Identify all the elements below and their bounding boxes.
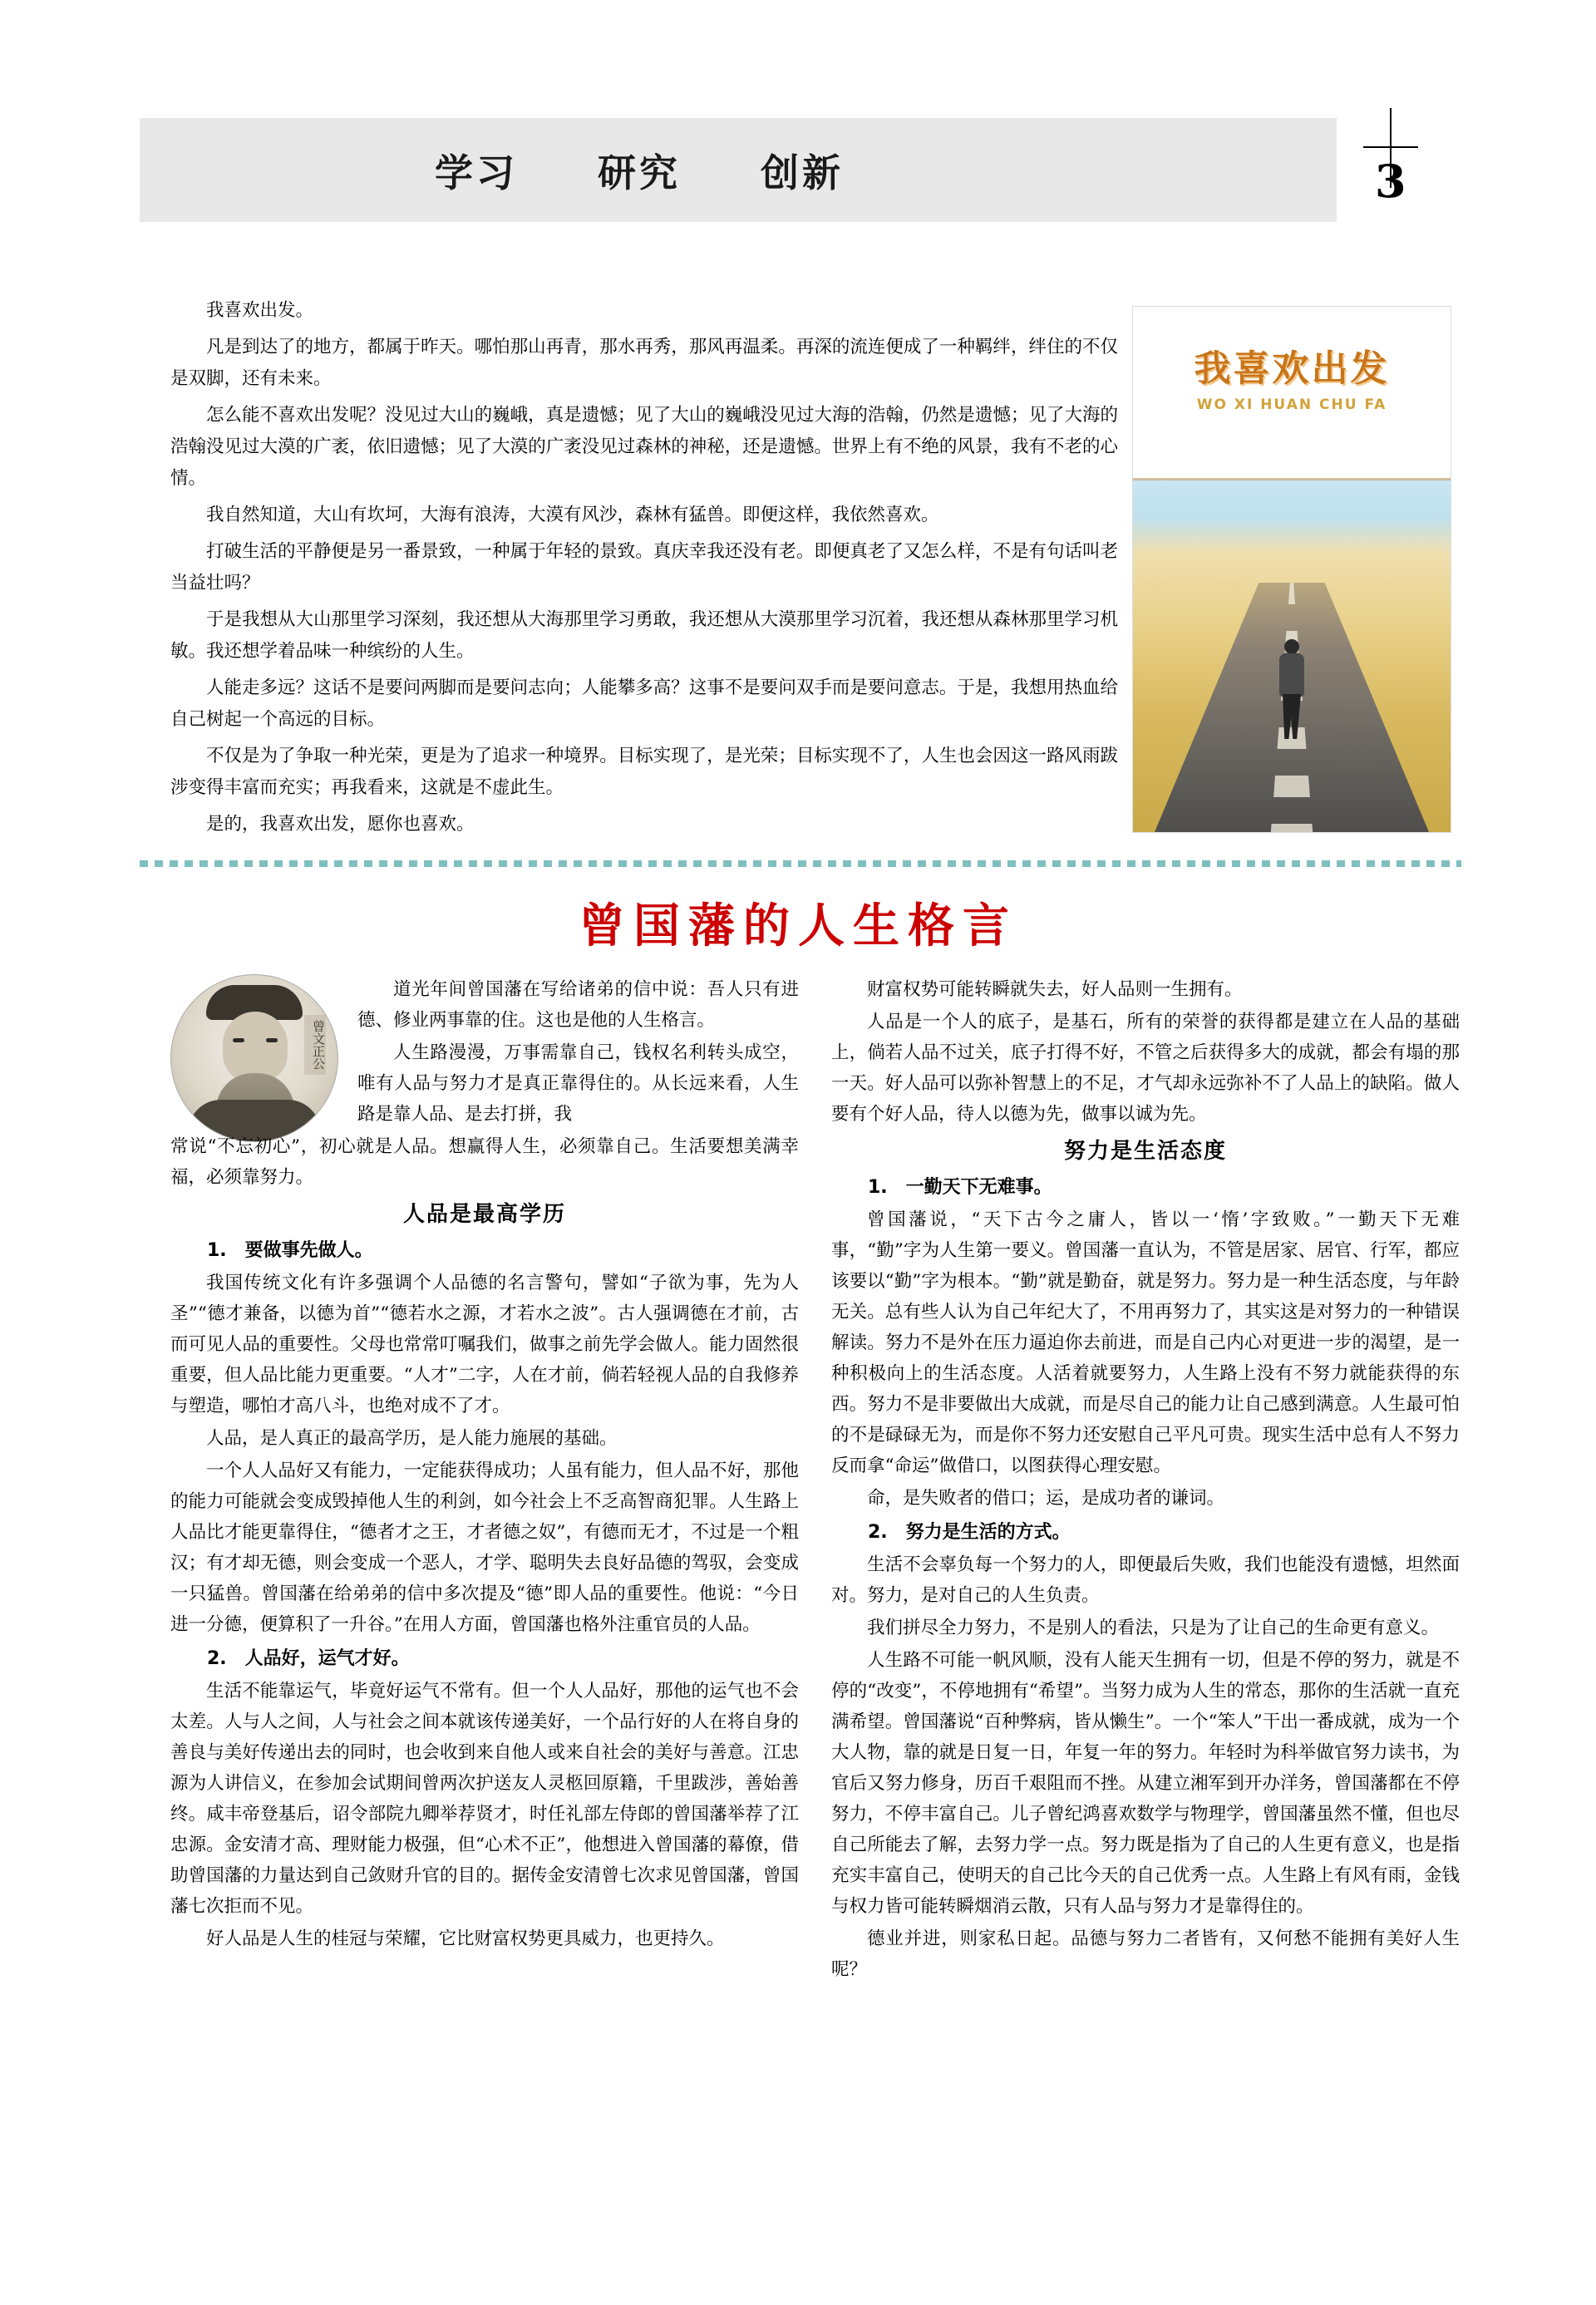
article-photo xyxy=(1132,306,1451,833)
left-paragraph: 生活不能靠运气，毕竟好运气不常有。但一个人人品好，那他的运气也不会太差。人与人之间，人与社会之间本就该传递美好，一个品行好的人在将自身的善良与美好传递出去的同时，也会收到来自他人或来自社会的美好与善意。江忠源为人讲信义，在参加会试期间曾两次护送友人灵柩回原籍，千里跋涉，善始善终。咸丰帝登基后，诏令部院九卿举荐贤才，时任礼部左侍郎的曾国藩举荐了江忠源。金安清才高、理财能力极强，但“心术不正”，他想进入曾国藩的幕僚，借助曾国藩的力量达到自己敛财升官的目的。据传金安清曾七次求见曾国藩，曾国藩七次拒而不见。 xyxy=(170,1681,799,1917)
masthead-word-2: 研究 xyxy=(598,150,681,195)
left-paragraph: 一个人人品好又有能力，一定能获得成功；人虽有能力，但人品不好，那他的能力可能就会变成毁掉他人生的利剑，如今社会上不乏高智商犯罪。人生路上人品比才能更靠得住，“德者才之王，才者德之奴”，有德而无才，不过是一个粗汉；有才却无德，则会变成一个恶人，才学、聪明失去良好品德的驾驭，会变成一只猛兽。曾国藩在给弟弟的信中多次提及“德”即人品的重要性。他说：“今日进一分德，便算积了一升谷。”在用人方面，曾国藩也格外注重官员的人品。 xyxy=(170,1460,799,1635)
masthead-banner xyxy=(140,118,1337,222)
photo-horizon-line xyxy=(1133,478,1451,480)
left-intro-paragraph: 人生路漫漫，万事需靠自己，钱权名利转头成空，唯有人品与努力才是真正靠得住的。从长远来看，人生路是靠人品、是去打拼，我 xyxy=(357,1042,799,1125)
top-article-paragraph: 是的，我喜欢出发，愿你也喜欢。 xyxy=(206,814,475,835)
photo-title: 我喜欢出发 xyxy=(1194,347,1390,390)
top-article-paragraph: 于是我想从大山那里学习深刻，我还想从大海那里学习勇敢，我还想从大漠那里学习沉着，我还想从森林那里学习机敏。我还想学着品味一种缤纷的人生。 xyxy=(170,609,1118,662)
masthead-word-3: 创新 xyxy=(761,150,844,195)
top-article xyxy=(170,295,1118,845)
top-article-paragraph: 打破生活的平静便是另一番景致，一种属于年轻的景致。真庆幸我还没有老。即便真老了又怎么样，不是有句话叫老当益壮吗？ xyxy=(170,541,1118,593)
top-article-paragraph: 不仅是为了争取一种光荣，更是为了追求一种境界。目标实现了，是光荣；目标实现不了，人生也会因这一路风雨跋涉变得丰富而充实；再我看来，这就是不虚此生。 xyxy=(170,746,1118,798)
right-paragraph: 人生路不可能一帆风顺，没有人能天生拥有一切，但是不停的努力，就是不停的“改变”，不停地拥有“希望”。当努力成为人生的常态，那你的生活就一直充满希望。曾国藩说“百种弊病，皆从懒生”。一个“笨人”干出一番成就，成为一个大人物，靠的就是日复一日，年复一年的努力。年轻时为科举做官努力读书，为官后又努力修身，历百千艰阻而不挫。从建立湘军到开办洋务，曾国藩都在不停努力，不停丰富自己。儿子曾纪鸿喜欢数学与物理学，曾国藩虽然不懂，但也尽自己所能去了解，去努力学一点。努力既是指为了自己的人生更有意义，也是指充实丰富自己，使明天的自己比今天的自己优秀一点。人生路上有风有雨，金钱与权力皆可能转瞬烟消云散，只有人品与努力才是靠得住的。 xyxy=(831,1650,1460,1917)
person-body xyxy=(1279,653,1304,697)
right-paragraph: 我们拼尽全力努力，不是别人的看法，只是为了让自己的生命更有意义。 xyxy=(867,1618,1440,1638)
left-paragraph: 人品，是人真正的最高学历，是人能力施展的基础。 xyxy=(206,1428,618,1449)
masthead-words xyxy=(435,143,844,198)
section-divider xyxy=(140,860,1461,867)
right-paragraph: 财富权势可能转瞬就失去，好人品则一生拥有。 xyxy=(867,979,1243,1000)
right-column xyxy=(831,974,1460,1987)
person-legs xyxy=(1283,694,1301,739)
crop-mark-horizontal xyxy=(1363,146,1418,148)
portrait-seal-text: 曾文正公 xyxy=(304,1015,326,1075)
left-column-heading: 人品是最高学历 xyxy=(402,1202,566,1227)
left-subhead: 2. 人品好，运气才好。 xyxy=(207,1648,410,1669)
top-article-paragraph: 我喜欢出发。 xyxy=(206,300,314,321)
top-article-paragraph: 我自然知道，大山有坎坷，大海有浪涛，大漠有风沙，森林有猛兽。即便这样，我依然喜欢。 xyxy=(206,505,939,525)
left-paragraph: 我国传统文化有许多强调个人品德的名言警句，譬如“子欲为事，先为人圣”“德才兼备，以德为首”“德若水之源，才若水之波”。古人强调德在才前，古而可见人品的重要性。父母也常常叮嘱我们，做事之前先学会做人。能力固然很重要，但人品比能力更重要。“人才”二字，人在才前，倘若轻视人品的自我修养与塑造，哪怕才高八斗，也绝对成不了才。 xyxy=(170,1273,799,1416)
left-intro-paragraph: 常说“不忘初心”，初心就是人品。想赢得人生，必须靠自己。生活要想美满幸福，必须靠努力。 xyxy=(170,1136,799,1188)
top-article-paragraph: 人能走多远？这话不是要问两脚而是要问志向；人能攀多高？这事不是要问双手而是要问意志。于是，我想用热血给自己树起一个高远的目标。 xyxy=(170,677,1118,730)
left-paragraph: 好人品是人生的桂冠与荣耀，它比财富权势更具威力，也更持久。 xyxy=(206,1928,725,1949)
left-column xyxy=(170,974,799,1956)
right-paragraph: 命，是失败者的借口；运，是成功者的谦词。 xyxy=(867,1488,1225,1509)
right-subhead: 1. 一勤天下无难事。 xyxy=(868,1177,1052,1198)
top-article-paragraph: 怎么能不喜欢出发呢？没见过大山的巍峨，真是遗憾；见了大山的巍峨没见过大海的浩翰，仍然是遗憾；见了大海的浩翰没见过大漠的广袤，依旧遗憾；见了大漠的广袤没见过森林的神秘，还是遗憾。世界上有不绝的风景，我有不老的心情。 xyxy=(170,405,1118,489)
top-article-paragraph: 凡是到达了的地方，都属于昨天。哪怕那山再青，那水再秀，那风再温柔。再深的流连便成了一种羁绊，绊住的不仅是双脚，还有未来。 xyxy=(170,337,1118,389)
section-title: 曾国藩的人生格言 xyxy=(579,899,1017,953)
right-paragraph: 德业并进，则家私日起。品德与努力二者皆有，又何愁不能拥有美好人生呢？ xyxy=(831,1928,1460,1980)
right-paragraph: 曾国藩说，“天下古今之庸人，皆以一‘惰’字致败。”一勤天下无难事，“勤”字为人生第一要义。曾国藩一直认为，不管是居家、居官、行军，都应该要以“勤”字为根本。“勤”就是勤奋，就是努力。努力是一种生活态度，与年龄无关。总有些人认为自己年纪大了，不用再努力了，其实这是对努力的一种错误解读。努力不是外在压力逼迫你去前进，而是自己内心对更进一步的渴望，是一种积极向上的生活态度。人活着就要努力，人生路上没有不努力就能获得的东西。努力不是非要做出大成就，而是尽自己的能力让自己感到满意。人生最可怕的不是碌碌无为，而是你不努力还安慰自己平凡可贵。现实生活中总有人不努力反而拿“命运”做借口，以图获得心理安慰。 xyxy=(831,1209,1460,1476)
left-intro-paragraph: 道光年间曾国藩在写给诸弟的信中说：吾人只有进德、修业两事靠的住。这也是他的人生格言。 xyxy=(357,979,799,1031)
right-subhead: 2. 努力是生活的方式。 xyxy=(868,1522,1071,1543)
page-number: 3 xyxy=(1375,155,1406,208)
right-paragraph: 生活不会辜负每一个努力的人，即便最后失败，我们也能没有遗憾，坦然面对。努力，是对自己的人生负责。 xyxy=(831,1554,1460,1606)
left-subhead: 1. 要做事先做人。 xyxy=(207,1240,373,1261)
masthead-word-1: 学习 xyxy=(435,150,518,195)
right-paragraph: 人品是一个人的底子，是基石，所有的荣誉的获得都是建立在人品的基础上，倘若人品不过关，底子打得不好，不管之后获得多大的成就，都会有塌的那一天。好人品可以弥补智慧上的不足，才气却永远弥补不了人品上的缺陷。做人要有个好人品，待人以德为先，做事以诚为先。 xyxy=(831,1012,1460,1125)
page-number-block xyxy=(1355,108,1471,241)
photo-walking-person xyxy=(1273,639,1311,739)
left-column-intro-wrap xyxy=(170,974,799,1130)
photo-subtitle: WO XI HUAN CHU FA xyxy=(1196,396,1387,413)
person-head xyxy=(1284,639,1299,654)
right-column-heading: 努力是生活态度 xyxy=(1063,1139,1227,1164)
